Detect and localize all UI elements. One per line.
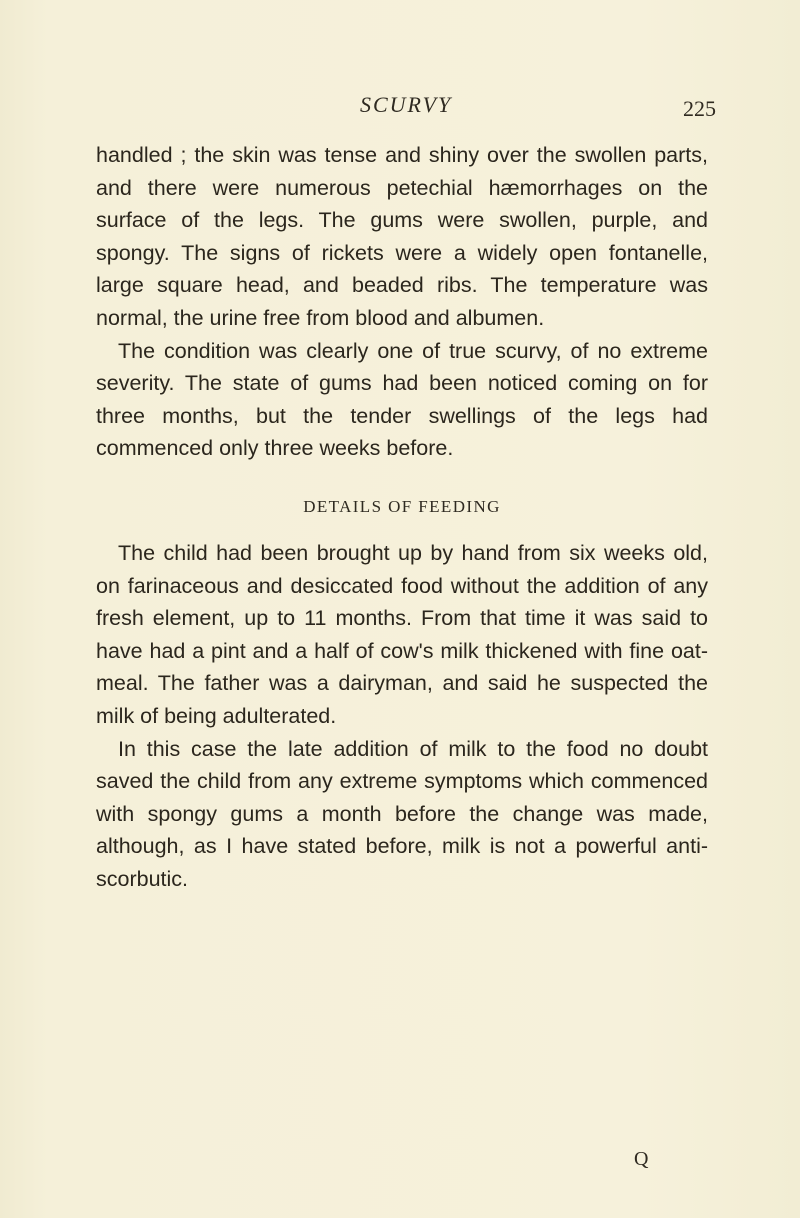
body-text: [96, 139, 708, 895]
signature-mark: Q: [634, 1148, 649, 1170]
paragraph-continuation: handled ; the skin was tense and shiny over the swollen parts, and there were numerous petechial hæmorrhages on the surface of the legs. The gums were swollen, purple, and spongy. The signs of rickets were a widely open fontanelle, large square head, and beaded ribs. The temperature was normal, the urine free from blood and albumen.: [96, 143, 708, 330]
running-head: [0, 92, 800, 122]
page-number: 225: [683, 96, 716, 121]
paragraph-condition: The condition was clearly one of true scurvy, of no extreme severity. The state of gums had been noticed coming on for three months, but the tender swellings of the legs had commenced only three weeks before.: [96, 338, 708, 461]
paragraph-conclusion: In this case the late addition of milk to the food no doubt saved the child from any extreme symptoms which commenced with spongy gums a month before the change was made, although, as I have stated before, milk is not a powerful anti-scorbutic.: [96, 736, 708, 891]
paragraph-feeding: The child had been brought up by hand from six weeks old, on farinaceous and desiccated food without the addition of any fresh element, up to 11 months. From that time it was said to have had a pint and a half of cow's milk thickened with fine oat-meal. The father was a dairyman, and said he suspected the milk of being adulterated.: [96, 540, 708, 728]
section-heading: DETAILS OF FEEDING: [303, 496, 501, 516]
running-title: SCURVY: [360, 92, 453, 117]
